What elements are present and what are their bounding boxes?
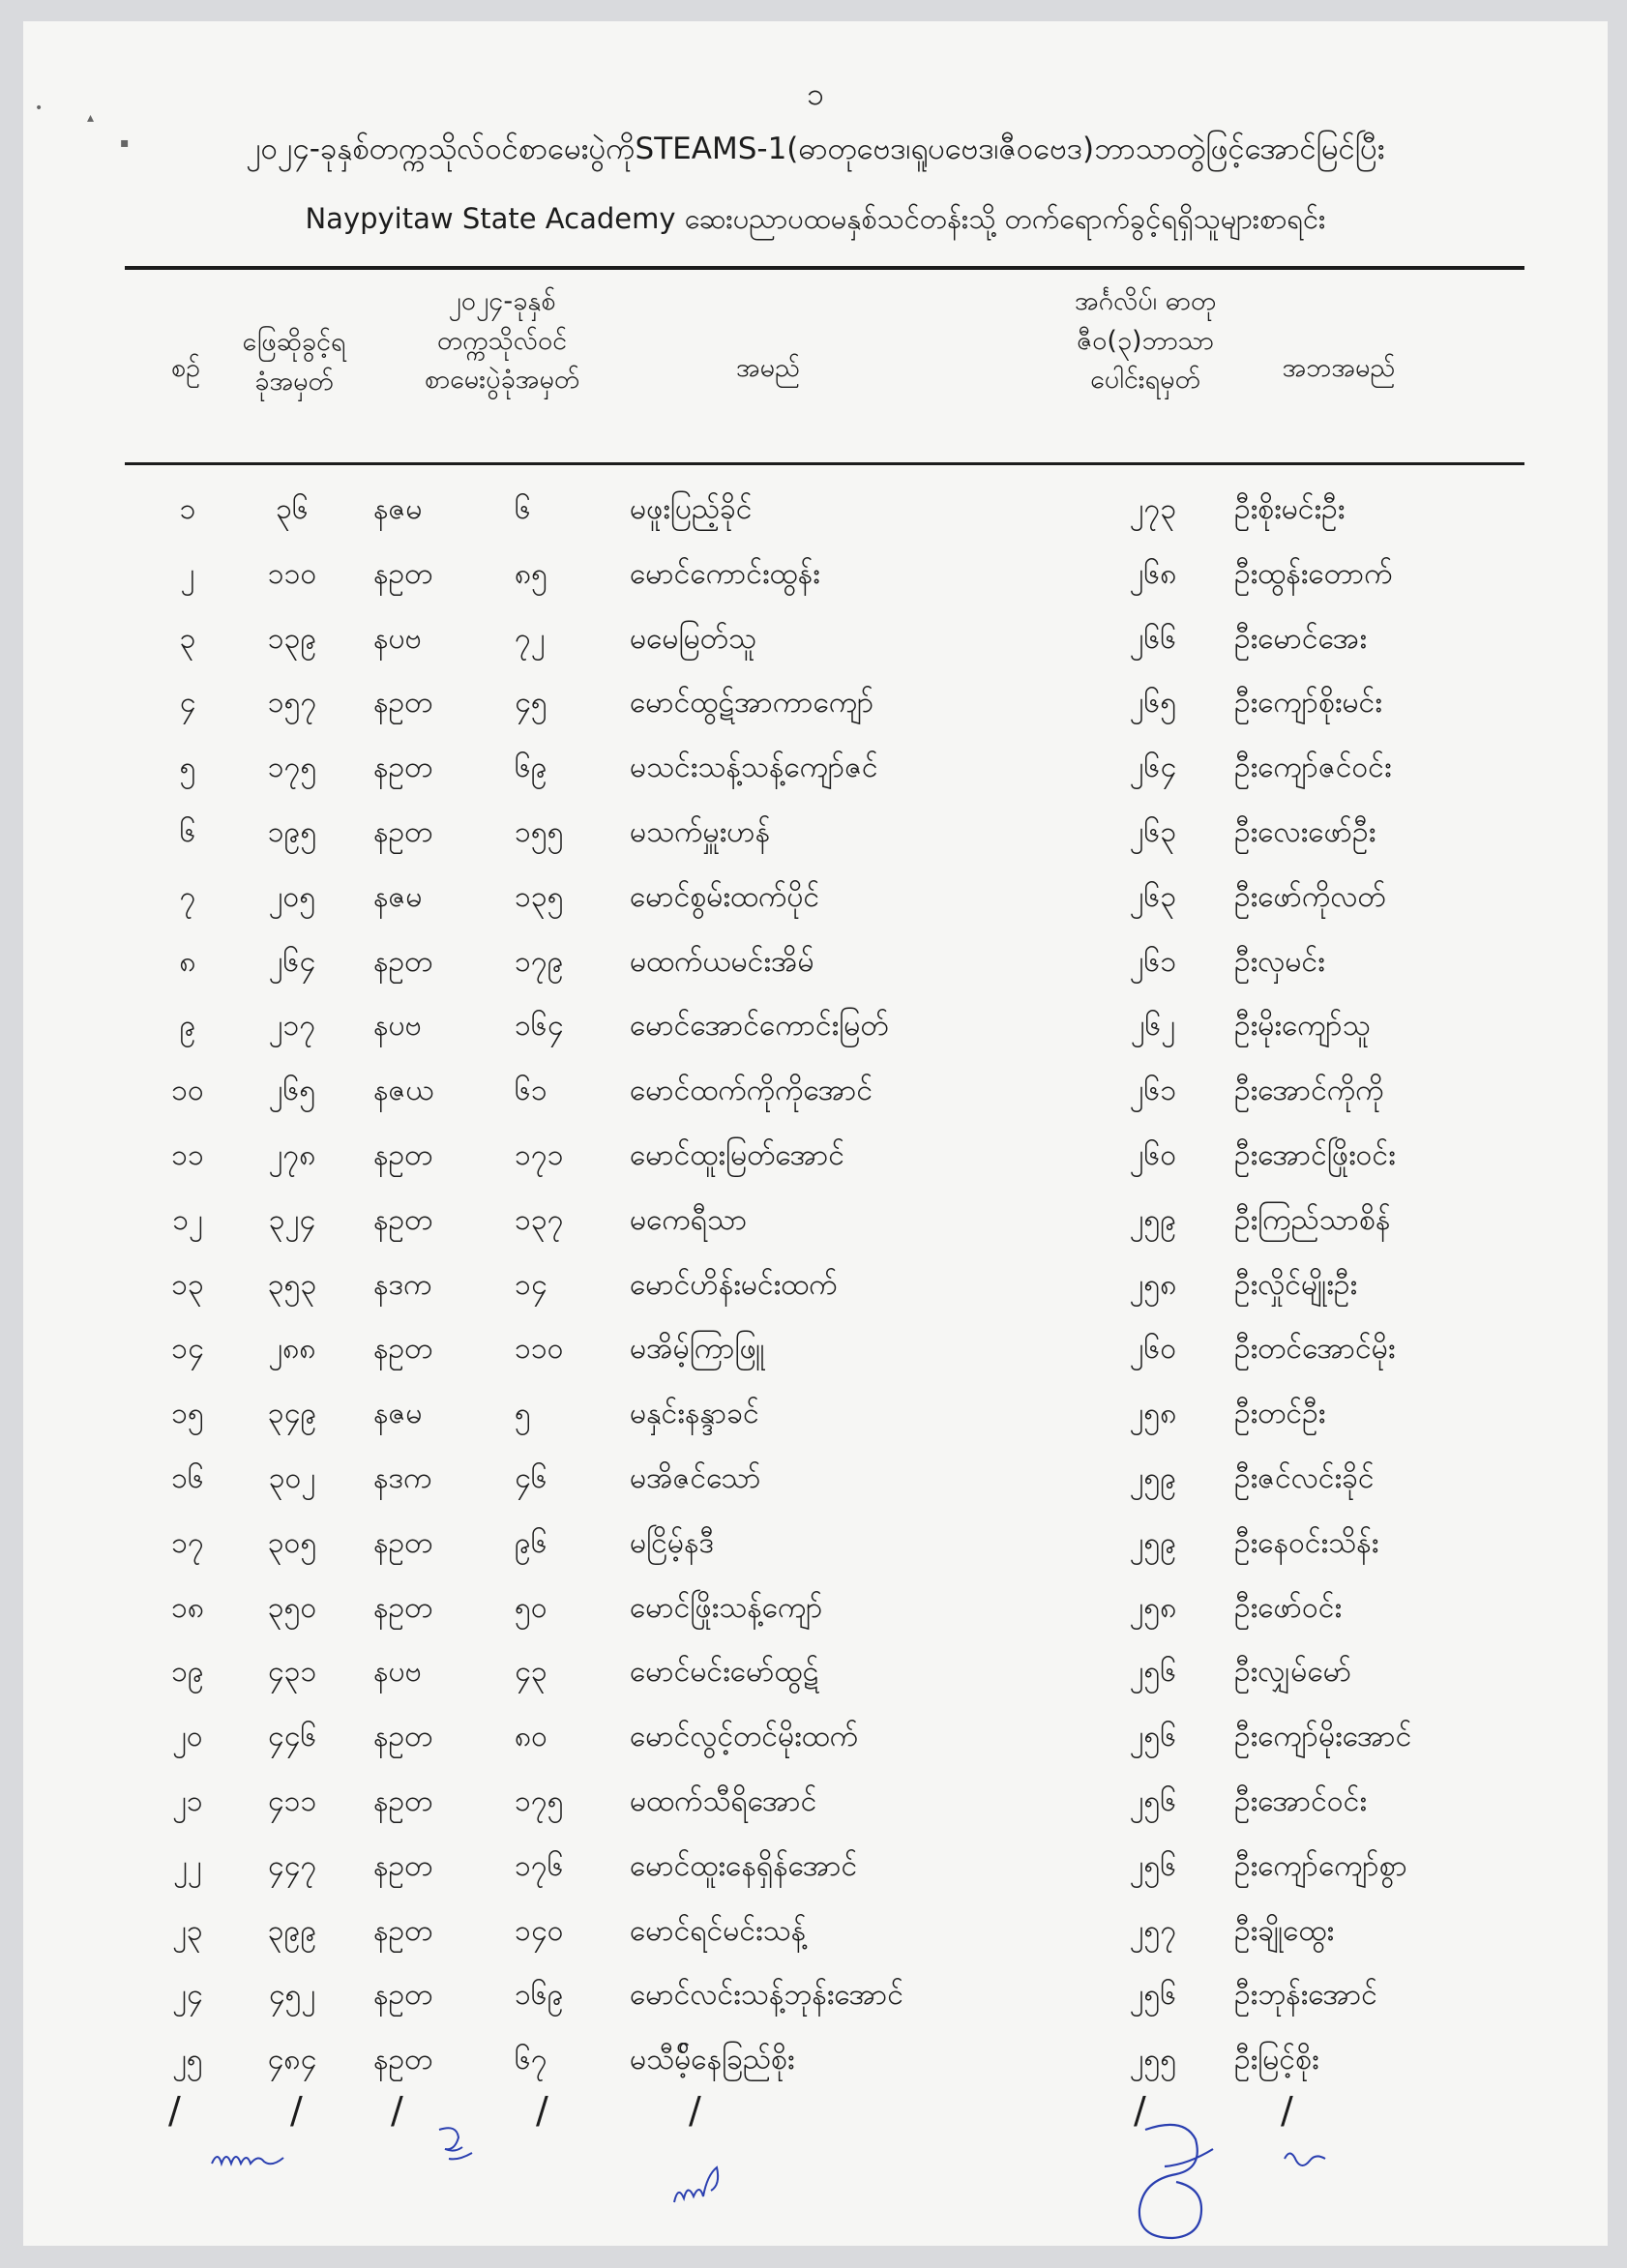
- cell-seat-number: ၂၀၅: [268, 879, 316, 914]
- cell-seat-number: ၁၃၉: [267, 621, 317, 656]
- page-number: ၁: [807, 75, 824, 112]
- slash-mark: /: [1281, 2089, 1293, 2132]
- cell-student-name: မထက်ယမင်းအိမ်: [630, 944, 814, 979]
- cell-seat-number: ၂၇၈: [268, 1138, 316, 1172]
- cell-father-name: ဦးဇင်လင်းခိုင်: [1234, 1461, 1375, 1495]
- cell-student-name: မသက်မှူးဟန်: [630, 815, 771, 849]
- table-row: [23, 1912, 1608, 1976]
- cell-exam-number: ၆၉: [515, 751, 547, 785]
- cell-seat-number: ၃၀၅: [267, 1525, 317, 1560]
- cell-exam-number: ၁၅၅: [515, 815, 564, 849]
- cell-exam-prefix: နဥတ: [373, 686, 433, 721]
- cell-serial: ၈: [179, 944, 196, 979]
- cell-seat-number: ၄၄၇: [267, 1848, 317, 1883]
- cell-serial: ၁၆: [171, 1461, 204, 1495]
- cell-exam-prefix: နဥတ: [373, 1720, 433, 1754]
- scan-speck: ▴: [87, 110, 95, 126]
- cell-student-name: မောင်ထူးနေရှိန်အောင်: [630, 1848, 858, 1883]
- cell-seat-number: ၃၀၂: [268, 1461, 316, 1495]
- cell-total-score: ၂၅၈: [1129, 1267, 1177, 1302]
- table-row: [23, 1653, 1608, 1717]
- cell-father-name: ဦးဖော်ကိုလတ်: [1234, 879, 1386, 914]
- cell-father-name: ဦးအောင်ကိုကို: [1234, 1074, 1384, 1108]
- cell-total-score: ၂၅၈: [1129, 1590, 1177, 1625]
- cell-student-name: မောင်ထက်ကိုကိုအောင်: [630, 1074, 873, 1108]
- cell-exam-number: ၈၅: [515, 556, 548, 591]
- header-no: စဉ်: [170, 353, 201, 383]
- cell-exam-prefix: နဥတ: [373, 1590, 433, 1625]
- table-row: [23, 1782, 1608, 1846]
- cell-exam-number: ၁၇၅: [515, 1784, 564, 1818]
- cell-exam-prefix: နဥတ: [373, 1913, 433, 1948]
- cell-serial: ၅: [179, 751, 196, 785]
- document-title-line-2: Naypyitaw State Academy ဆေးပညာပထမနှစ်သင်တန်းသို့ တက်ရောက်ခွင့်ရရှိသူများစာရင်း: [305, 202, 1326, 235]
- table-row: [23, 1330, 1608, 1394]
- cell-student-name: မောင်ထူးမြတ်အောင်: [630, 1138, 845, 1172]
- cell-serial: ၁၅: [171, 1397, 204, 1431]
- cell-father-name: ဦးထွန်းတောက်: [1234, 556, 1393, 591]
- cell-student-name: မောင်လွင့်တင်မိုးထက်: [630, 1720, 859, 1754]
- table-row: [23, 943, 1608, 1007]
- cell-serial: ၄: [179, 686, 196, 721]
- cell-exam-prefix: နဥတ: [373, 944, 433, 979]
- cell-father-name: ဦးမိုးကျော်သူ: [1234, 1009, 1371, 1044]
- cell-serial: ၆: [179, 815, 196, 849]
- table-row: [23, 1395, 1608, 1458]
- cell-exam-prefix: နဥတ: [373, 1525, 433, 1560]
- cell-student-name: မသီမိ့်နေခြည်စိုး: [630, 2043, 795, 2077]
- cell-student-name: မောင်ရင်မင်းသန့်: [630, 1913, 807, 1948]
- cell-exam-prefix: နဥတ: [373, 2043, 433, 2077]
- table-row: [23, 1072, 1608, 1135]
- cell-seat-number: ၃၉၉: [267, 1913, 317, 1948]
- cell-seat-number: ၄၅၂: [268, 1978, 316, 2013]
- cell-serial: ၇: [179, 879, 196, 914]
- cell-father-name: ဦးကျော်စိုးမင်း: [1234, 686, 1382, 721]
- cell-exam-prefix: နဒက: [373, 1267, 432, 1302]
- table-top-rule: [125, 266, 1524, 270]
- cell-student-name: မကေရီသာ: [630, 1202, 748, 1237]
- table-row: [23, 620, 1608, 684]
- table-row: [23, 684, 1608, 748]
- slash-mark: /: [1134, 2089, 1146, 2132]
- cell-seat-number: ၃၅၀: [267, 1590, 317, 1625]
- cell-exam-number: ၁၁၀: [515, 1332, 564, 1367]
- cell-serial: ၁၀: [171, 1074, 204, 1108]
- cell-exam-number: ၁၄: [515, 1267, 547, 1302]
- cell-total-score: ၂၆၃: [1129, 879, 1177, 914]
- header-exam-roll: ၂၀၂၄-ခုနှစ် တက္ကသိုလ်ဝင် စာမေးပွဲခုံအမှတ်: [424, 286, 580, 395]
- cell-serial: ၂၄: [172, 1978, 203, 2013]
- signature-initials-3: [666, 2149, 744, 2217]
- cell-exam-prefix: နဇယ: [373, 1074, 434, 1108]
- cell-seat-number: ၄၈၄: [267, 2043, 317, 2077]
- cell-exam-number: ၄၃: [515, 1655, 547, 1690]
- cell-student-name: မောင်လင်းသန့်ဘုန်းအောင်: [630, 1978, 903, 2013]
- cell-total-score: ၂၅၆: [1129, 1720, 1177, 1754]
- cell-total-score: ၂၅၆: [1129, 1848, 1177, 1883]
- cell-serial: ၁၂: [172, 1202, 203, 1237]
- cell-total-score: ၂၆၀: [1129, 1138, 1177, 1172]
- cell-seat-number: ၃၅၃: [267, 1267, 317, 1302]
- header-score: အင်္ဂလိပ်၊ ဓာတု ဇီဝ(၃)ဘာသာ ပေါင်းရမှတ်: [1074, 286, 1217, 395]
- cell-exam-prefix: နဒက: [373, 1461, 432, 1495]
- cell-exam-number: ၁၄၀: [515, 1913, 564, 1948]
- cell-seat-number: ၂၆၅: [268, 1074, 316, 1108]
- signature-initials-1: [207, 2130, 294, 2188]
- cell-exam-number: ၄၅: [515, 686, 547, 721]
- slash-mark: /: [689, 2089, 701, 2132]
- cell-total-score: ၂၅၉: [1129, 1461, 1177, 1495]
- cell-total-score: ၂၆၀: [1129, 1332, 1177, 1367]
- cell-seat-number: ၄၁၁: [267, 1784, 317, 1818]
- cell-exam-number: ၅၀: [515, 1590, 547, 1625]
- table-row: [23, 813, 1608, 877]
- cell-student-name: မငြိမ့်နဒီ: [630, 1525, 715, 1560]
- cell-student-name: မမေမြတ်သူ: [630, 621, 756, 656]
- cell-student-name: မောင်ဟိန်းမင်းထက်: [630, 1267, 838, 1302]
- cell-total-score: ၂၅၉: [1129, 1525, 1177, 1560]
- cell-exam-prefix: နပဗ: [373, 1009, 422, 1044]
- cell-seat-number: ၂၈၈: [268, 1332, 316, 1367]
- cell-exam-number: ၁၇၁: [515, 1138, 564, 1172]
- cell-serial: ၂၀: [172, 1720, 203, 1754]
- cell-exam-prefix: နဇမ: [373, 1397, 423, 1431]
- cell-father-name: ဦးနေဝင်းသိန်း: [1234, 1525, 1379, 1560]
- cell-exam-prefix: နဥတ: [373, 1202, 433, 1237]
- cell-student-name: မောင်မင်းမော်ထွဋ်: [630, 1655, 819, 1690]
- cell-student-name: မောင်ကောင်းထွန်း: [630, 556, 820, 591]
- cell-exam-prefix: နဥတ: [373, 1332, 433, 1367]
- table-row: [23, 1718, 1608, 1782]
- cell-father-name: ဦးအောင်ဖြိုးဝင်း: [1234, 1138, 1396, 1172]
- cell-father-name: ဦးတင်ဦး: [1234, 1397, 1326, 1431]
- cell-serial: ၂၁: [172, 1784, 203, 1818]
- cell-total-score: ၂၆၅: [1129, 686, 1177, 721]
- cell-exam-number: ၁၃၅: [515, 879, 564, 914]
- cell-exam-number: ၈၀: [515, 1720, 548, 1754]
- cell-seat-number: ၄၄၆: [267, 1720, 317, 1754]
- cell-father-name: ဦးလေးဖော်ဦး: [1234, 815, 1376, 849]
- table-row: [23, 555, 1608, 619]
- cell-total-score: ၂၆၆: [1129, 621, 1177, 656]
- cell-exam-number: ၁၇၆: [515, 1848, 564, 1883]
- table-row: [23, 1201, 1608, 1265]
- table-row: [23, 878, 1608, 942]
- cell-father-name: ဦးကျော်ကျော်စွာ: [1234, 1848, 1407, 1883]
- cell-serial: ၂၃: [172, 1913, 203, 1948]
- cell-exam-prefix: နဥတ: [373, 556, 433, 591]
- cell-seat-number: ၂၆၄: [268, 944, 316, 979]
- cell-exam-number: ၁၆၉: [515, 1978, 564, 2013]
- table-row: [23, 490, 1608, 554]
- cell-father-name: ဦးကြည်သာစိန်: [1234, 1202, 1391, 1237]
- cell-exam-prefix: နဥတ: [373, 1848, 433, 1883]
- cell-total-score: ၂၅၆: [1129, 1784, 1177, 1818]
- cell-total-score: ၂၅၇: [1129, 1913, 1177, 1948]
- cell-student-name: မနှင်းနန္ဒာခင်: [630, 1397, 759, 1431]
- slash-mark: /: [168, 2089, 181, 2132]
- header-seat: ဖြေဆိုခွင့်ရ ခုံအမှတ်: [242, 327, 346, 397]
- cell-exam-number: ၁၇၉: [515, 944, 564, 979]
- cell-serial: ၁၄: [171, 1332, 204, 1367]
- cell-total-score: ၂၆၃: [1129, 815, 1177, 849]
- cell-father-name: ဦးလှိုင်မျိုးဦး: [1234, 1267, 1358, 1302]
- header-name: အမည်: [735, 353, 801, 383]
- cell-father-name: ဦးစိုးမင်းဦး: [1234, 492, 1346, 526]
- cell-exam-number: ၁၃၇: [515, 1202, 564, 1237]
- scan-speck: ▪: [120, 135, 130, 151]
- cell-serial: ၁၈: [170, 1590, 204, 1625]
- cell-total-score: ၂၆၁: [1129, 944, 1177, 979]
- signature-initials-4: [1281, 2139, 1339, 2178]
- table-row: [23, 749, 1608, 812]
- cell-exam-prefix: နပဗ: [373, 621, 422, 656]
- cell-seat-number: ၁၁၀: [267, 556, 317, 591]
- slash-mark: /: [536, 2089, 548, 2132]
- table-row: [23, 1459, 1608, 1523]
- cell-total-score: ၂၅၆: [1129, 1655, 1177, 1690]
- cell-father-name: ဦးမြင့်စိုး: [1234, 2043, 1319, 2077]
- document-title-line-1: ၂၀၂၄-ခုနှစ်တက္ကသိုလ်ဝင်စာမေးပွဲကိုSTEAMS-1(ဓာတုဗေဒ၊ရူပဗေဒ၊ဇီဝဗေဒ)ဘာသာတွဲဖြင့်အောင်မြင်ပြီး: [246, 132, 1385, 166]
- cell-seat-number: ၃၆: [276, 492, 309, 526]
- cell-exam-number: ၄၆: [515, 1461, 547, 1495]
- cell-total-score: ၂၅၅: [1129, 2043, 1177, 2077]
- cell-student-name: မောင်ထွဋ်အာကာကျော်: [630, 686, 874, 721]
- cell-father-name: ဦးချိုထွေး: [1234, 1913, 1335, 1948]
- cell-exam-prefix: နပဗ: [373, 1655, 422, 1690]
- cell-student-name: မထက်သီရိအောင်: [630, 1784, 817, 1818]
- cell-seat-number: ၁၇၅: [267, 751, 317, 785]
- cell-exam-number: ၁၆၄: [515, 1009, 564, 1044]
- cell-total-score: ၂၇၃: [1129, 492, 1177, 526]
- cell-father-name: ဦးမောင်အေး: [1234, 621, 1367, 656]
- cell-father-name: ဦးဘုန်းအောင်: [1234, 1978, 1377, 2013]
- header-father: အဘအမည်: [1282, 353, 1396, 383]
- cell-serial: ၉: [179, 1009, 196, 1044]
- cell-total-score: ၂၅၈: [1129, 1397, 1177, 1431]
- cell-serial: ၂: [180, 556, 195, 591]
- cell-father-name: ဦးလျှမ်မော်: [1234, 1655, 1352, 1690]
- cell-exam-prefix: နဇမ: [373, 879, 423, 914]
- cell-serial: ၁၇: [171, 1525, 204, 1560]
- cell-exam-prefix: နဥတ: [373, 751, 433, 785]
- slash-mark: /: [290, 2089, 303, 2132]
- cell-serial: ၁: [179, 492, 196, 526]
- cell-exam-number: ၅: [515, 1397, 531, 1431]
- cell-father-name: ဦးတင်အောင်မိုး: [1234, 1332, 1396, 1367]
- scan-speck: •: [35, 101, 44, 116]
- cell-total-score: ၂၆၁: [1129, 1074, 1177, 1108]
- cell-serial: ၂၂: [173, 1848, 202, 1883]
- cell-student-name: မဖူးပြည့်ခိုင်: [630, 492, 753, 526]
- cell-serial: ၂၅: [172, 2043, 203, 2077]
- cell-seat-number: ၁၅၇: [267, 686, 317, 721]
- cell-exam-prefix: နဇမ: [373, 492, 423, 526]
- cell-father-name: ဦးလှမင်း: [1234, 944, 1325, 979]
- table-row: [23, 1136, 1608, 1200]
- cell-exam-prefix: နဥတ: [373, 815, 433, 849]
- cell-father-name: ဦးကျော်ဇင်ဝင်း: [1234, 751, 1392, 785]
- cell-exam-number: ၇၂: [515, 621, 546, 656]
- table-row: [23, 1007, 1608, 1071]
- cell-student-name: မအိမ့်ကြာဖြူ: [630, 1332, 765, 1367]
- cell-exam-number: ၆: [515, 492, 531, 526]
- table-row: [23, 1589, 1608, 1653]
- cell-serial: ၁၁: [171, 1138, 204, 1172]
- cell-student-name: မောင်စွမ်းထက်ပိုင်: [630, 879, 820, 914]
- table-row: [23, 1524, 1608, 1588]
- cell-seat-number: ၂၁၇: [268, 1009, 316, 1044]
- cell-exam-number: ၉၆: [515, 1525, 547, 1560]
- table-header-rule: [125, 462, 1524, 465]
- cell-serial: ၃: [179, 621, 196, 656]
- cell-total-score: ၂၅၉: [1129, 1202, 1177, 1237]
- cell-father-name: ဦးကျော်မိုးအောင်: [1234, 1720, 1412, 1754]
- document-page: [23, 21, 1608, 2246]
- table-row: [23, 1847, 1608, 1911]
- cell-student-name: မောင်အောင်ကောင်းမြတ်: [630, 1009, 889, 1044]
- cell-student-name: မသင်းသန့်သန့်ကျော်ဇင်: [630, 751, 878, 785]
- cell-total-score: ၂၆၂: [1130, 1009, 1176, 1044]
- cell-exam-prefix: နဥတ: [373, 1784, 433, 1818]
- signature-scrawl: [1107, 2110, 1242, 2246]
- cell-exam-prefix: နဥတ: [373, 1978, 433, 2013]
- cell-exam-prefix: နဥတ: [373, 1138, 433, 1172]
- cell-student-name: မောင်ဖြိုးသန့်ကျော်: [630, 1590, 823, 1625]
- table-row: [23, 1976, 1608, 2040]
- cell-exam-number: ၆၇: [515, 2043, 547, 2077]
- cell-father-name: ဦးအောင်ဝင်း: [1234, 1784, 1367, 1818]
- cell-seat-number: ၁၉၅: [267, 815, 317, 849]
- cell-student-name: မအိဇင်သော်: [630, 1461, 761, 1495]
- cell-total-score: ၂၆၄: [1129, 751, 1177, 785]
- cell-exam-number: ၆၁: [515, 1074, 547, 1108]
- cell-father-name: ဦးဖော်ဝင်း: [1234, 1590, 1343, 1625]
- cell-seat-number: ၃၂၄: [268, 1202, 316, 1237]
- cell-total-score: ၂၅၆: [1129, 1978, 1177, 2013]
- cell-seat-number: ၃၄၉: [267, 1397, 317, 1431]
- cell-serial: ၁၉: [171, 1655, 204, 1690]
- cell-total-score: ၂၆၈: [1129, 556, 1177, 591]
- table-row: [23, 1266, 1608, 1330]
- signature-initials-2: [429, 2115, 488, 2183]
- slash-mark: /: [391, 2089, 403, 2132]
- cell-serial: ၁၃: [171, 1267, 204, 1302]
- cell-seat-number: ၄၃၁: [267, 1655, 317, 1690]
